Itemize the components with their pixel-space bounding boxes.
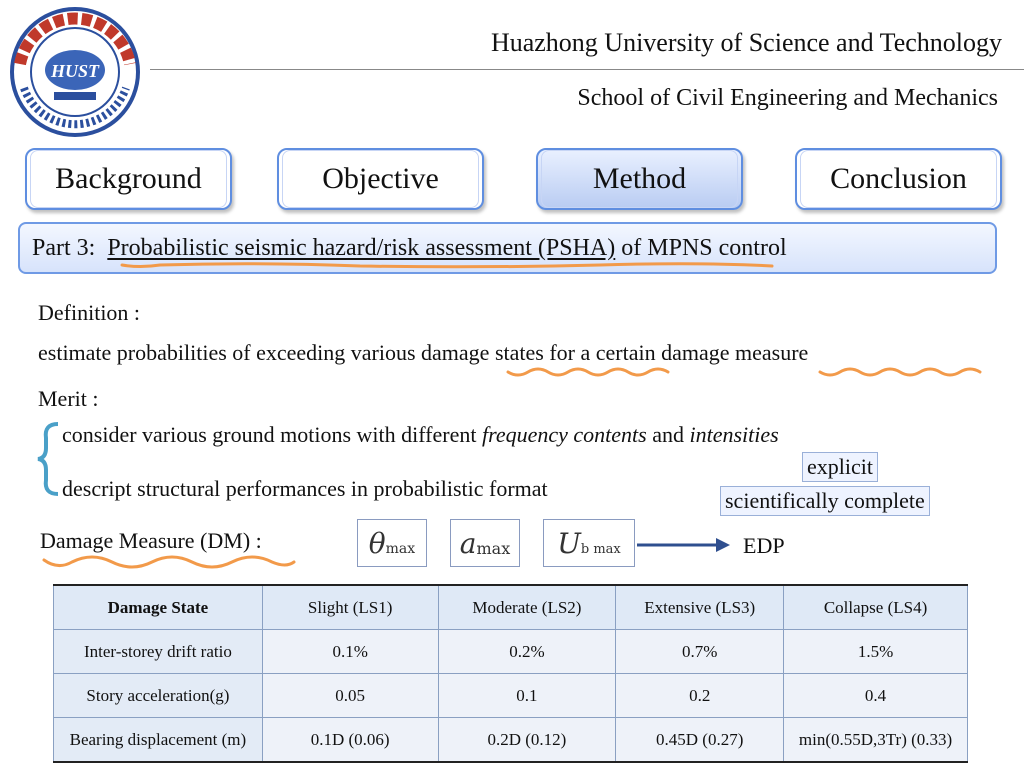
table-cell: 0.1D (0.06) — [262, 718, 438, 763]
arrow-icon — [637, 538, 730, 552]
table-row — [54, 718, 968, 763]
merit-line-1-prefix: consider various ground motions with different — [62, 422, 477, 447]
merit-heading: Merit : — [38, 386, 99, 411]
table-cell: min(0.55D,3Tr) (0.33) — [784, 718, 968, 763]
table-row — [54, 630, 968, 674]
merit-line-2: descript structural performances in probabilistic format — [62, 476, 548, 501]
table-cell: 0.2D (0.12) — [438, 718, 616, 763]
squiggle-dm — [44, 557, 294, 567]
a-max-symbol — [450, 519, 520, 567]
a-main: a — [459, 526, 477, 560]
table-header-row — [54, 585, 968, 630]
table-cell: 0.7% — [616, 630, 784, 674]
table-cell: 0.4 — [784, 674, 968, 718]
definition-text: estimate probabilities of exceeding various damage states for a certain damage measure — [38, 340, 809, 365]
squiggle-damage-states — [508, 369, 668, 375]
tab-objective[interactable] — [277, 148, 484, 210]
merit-line-1 — [62, 422, 779, 448]
header-moderate: Moderate (LS2) — [438, 585, 616, 630]
table-cell: 0.1% — [262, 630, 438, 674]
table-cell: 0.2 — [616, 674, 784, 718]
merit-brace — [38, 424, 58, 494]
u-sub: b max — [580, 541, 621, 557]
tab-background[interactable] — [25, 148, 232, 210]
part-suffix: of MPNS control — [621, 234, 787, 261]
school-name: School of Civil Engineering and Mechanics — [577, 85, 998, 111]
tab-conclusion[interactable] — [795, 148, 1002, 210]
dm-heading: Damage Measure (DM) : — [40, 528, 262, 553]
definition-heading: Definition : — [38, 300, 141, 325]
theta-max-symbol — [357, 519, 427, 567]
table-cell: 0.2% — [438, 630, 616, 674]
table-cell: 0.1 — [438, 674, 616, 718]
table-cell: 0.45D (0.27) — [616, 718, 784, 763]
edp-label: EDP — [743, 533, 785, 558]
logo-text: HUST — [50, 61, 100, 81]
squiggle-damage-measure — [820, 369, 980, 375]
theta-main: θ — [368, 526, 386, 560]
table-cell: 1.5% — [784, 630, 968, 674]
header-collapse: Collapse (LS4) — [784, 585, 968, 630]
part-title: Probabilistic seismic hazard/risk assessment (PSHA) — [107, 234, 616, 261]
frequency-contents-text: frequency contents — [481, 422, 647, 447]
row-label: Inter-storey drift ratio — [54, 630, 263, 674]
a-sub: max — [476, 538, 511, 558]
university-logo — [6, 6, 144, 138]
header-damage-state: Damage State — [54, 585, 263, 630]
explicit-tag: explicit — [802, 452, 878, 482]
tab-objective-label: Objective — [282, 150, 479, 208]
theta-sub: max — [385, 541, 416, 557]
tab-background-label: Background — [30, 150, 227, 208]
table-row — [54, 674, 968, 718]
tab-method-label: Method — [541, 150, 738, 208]
intensities-text: intensities — [689, 422, 779, 447]
part-prefix: Part 3: — [32, 234, 96, 261]
header-extensive: Extensive (LS3) — [616, 585, 784, 630]
u-main: U — [557, 526, 581, 560]
university-name: Huazhong University of Science and Technology — [490, 28, 1002, 57]
tab-method[interactable] — [536, 148, 743, 210]
table-cell: 0.05 — [262, 674, 438, 718]
header-slight: Slight (LS1) — [262, 585, 438, 630]
row-label: Bearing displacement (m) — [54, 718, 263, 763]
u-bmax-symbol — [543, 519, 635, 567]
scientifically-complete-tag: scientifically complete — [720, 486, 930, 516]
damage-state-table — [53, 584, 968, 763]
row-label: Story acceleration(g) — [54, 674, 263, 718]
part-title-bar — [18, 222, 997, 274]
merit-and-text: and — [652, 422, 684, 447]
header-divider — [150, 69, 1024, 70]
tab-conclusion-label: Conclusion — [800, 150, 997, 208]
